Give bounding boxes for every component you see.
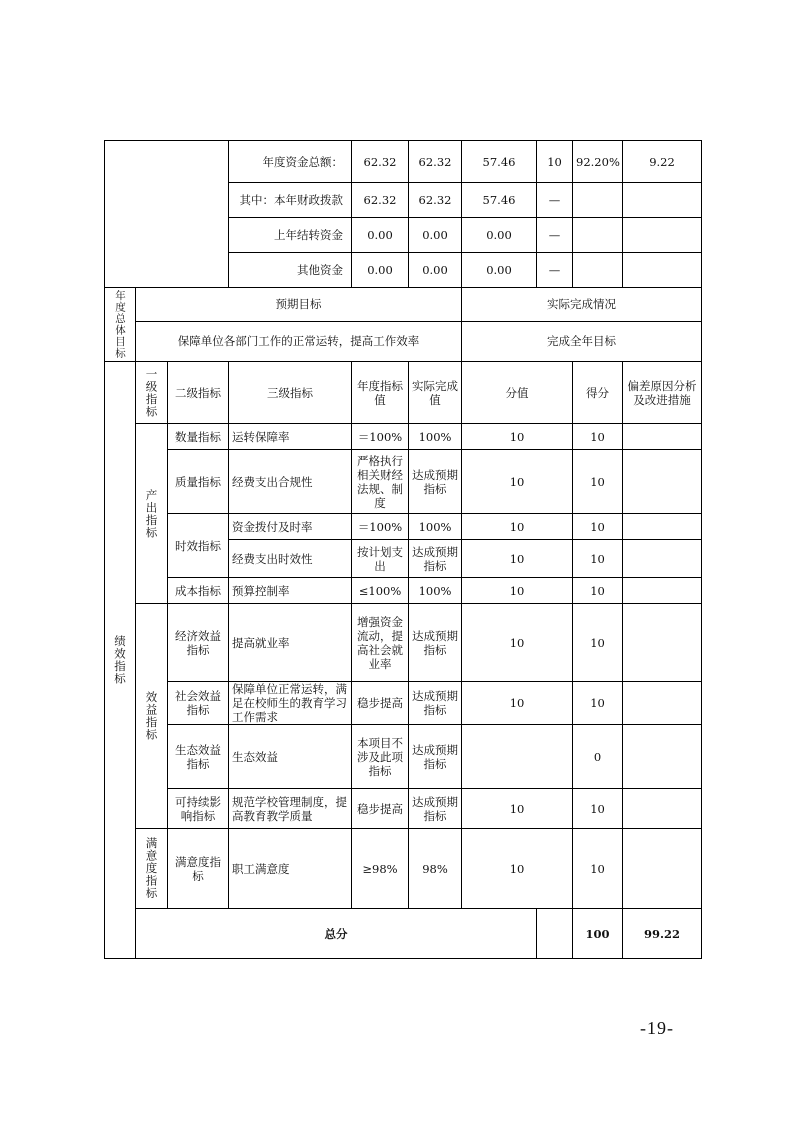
weight-header: 分值 — [462, 362, 573, 424]
indicators-side-label: 绩效指标 — [105, 362, 136, 959]
funds-value: 62.32 — [409, 183, 462, 218]
actual-header: 实际完成值 — [409, 362, 462, 424]
funds-value: 0.00 — [462, 218, 537, 253]
score-cell: 10 — [573, 578, 623, 604]
weight-cell: 10 — [462, 578, 573, 604]
score-header: 得分 — [573, 362, 623, 424]
deviation-header: 偏差原因分析及改进措施 — [623, 362, 702, 424]
level3-cell: 生态效益 — [229, 725, 352, 789]
funds-score — [623, 253, 702, 288]
deviation-cell — [623, 789, 702, 829]
funds-value: 62.32 — [409, 141, 462, 183]
funds-label: 上年结转资金 — [229, 218, 352, 253]
indicator-row — [105, 514, 702, 540]
level3-cell: 保障单位正常运转，满足在校师生的教育学习工作需求 — [229, 682, 352, 725]
funds-score: 9.22 — [623, 141, 702, 183]
funds-value: 0.00 — [409, 218, 462, 253]
total-score: 99.22 — [623, 909, 702, 959]
output-group-label: 产出指标 — [136, 424, 168, 604]
weight-cell: 10 — [462, 424, 573, 450]
deviation-cell — [623, 540, 702, 578]
benefit-group-label: 效益指标 — [136, 604, 168, 829]
funds-label: 其他资金 — [229, 253, 352, 288]
actual-cell: 达成预期指标 — [409, 789, 462, 829]
weight-cell: 10 — [462, 514, 573, 540]
deviation-cell — [623, 682, 702, 725]
weight-cell: 10 — [462, 789, 573, 829]
funds-value: 57.46 — [462, 141, 537, 183]
score-cell: 10 — [573, 789, 623, 829]
indicator-row — [105, 789, 702, 829]
level2-cell: 成本指标 — [168, 578, 229, 604]
target-cell: ≤100% — [352, 578, 409, 604]
funds-row — [105, 141, 702, 183]
actual-completion-text: 完成全年目标 — [462, 321, 702, 361]
weight-cell — [462, 725, 573, 789]
indicator-row — [105, 424, 702, 450]
level2-cell: 质量指标 — [168, 450, 229, 514]
funds-weight: — — [537, 253, 573, 288]
funds-rate — [573, 218, 623, 253]
actual-completion-header: 实际完成情况 — [462, 288, 702, 322]
score-cell: 10 — [573, 540, 623, 578]
total-actual-cell — [537, 909, 573, 959]
indicator-header-row — [105, 362, 702, 424]
total-weight: 100 — [573, 909, 623, 959]
performance-table-sheet — [104, 140, 701, 959]
score-cell: 10 — [573, 682, 623, 725]
level3-cell: 经费支出合规性 — [229, 450, 352, 514]
annual-goal-header-row — [105, 288, 702, 322]
deviation-cell — [623, 604, 702, 682]
indicator-row — [105, 604, 702, 682]
expected-goal-header: 预期目标 — [136, 288, 462, 322]
score-cell: 10 — [573, 424, 623, 450]
level3-cell: 提高就业率 — [229, 604, 352, 682]
page-number: -19- — [640, 1018, 674, 1038]
performance-evaluation-table — [104, 140, 702, 959]
actual-cell: 100% — [409, 578, 462, 604]
weight-cell: 10 — [462, 540, 573, 578]
deviation-cell — [623, 725, 702, 789]
funds-rate: 92.20% — [573, 141, 623, 183]
funds-weight: — — [537, 183, 573, 218]
level2-cell: 生态效益指标 — [168, 725, 229, 789]
funds-rate — [573, 253, 623, 288]
target-cell: 按计划支出 — [352, 540, 409, 578]
annual-goal-side-label: 年度总体目标 — [105, 288, 136, 362]
weight-cell: 10 — [462, 682, 573, 725]
indicator-row — [105, 450, 702, 514]
funds-score — [623, 183, 702, 218]
funds-value: 0.00 — [352, 253, 409, 288]
total-row — [105, 909, 702, 959]
level3-cell: 职工满意度 — [229, 829, 352, 909]
funds-score — [623, 218, 702, 253]
weight-cell: 10 — [462, 829, 573, 909]
level3-cell: 预算控制率 — [229, 578, 352, 604]
actual-cell: 98% — [409, 829, 462, 909]
deviation-cell — [623, 578, 702, 604]
deviation-cell — [623, 829, 702, 909]
level2-cell: 社会效益指标 — [168, 682, 229, 725]
funds-value: 0.00 — [462, 253, 537, 288]
actual-cell: 达成预期指标 — [409, 725, 462, 789]
weight-cell: 10 — [462, 604, 573, 682]
level3-header: 三级指标 — [229, 362, 352, 424]
total-label: 总分 — [136, 909, 537, 959]
actual-cell: 100% — [409, 424, 462, 450]
level3-cell: 规范学校管理制度，提高教育教学质量 — [229, 789, 352, 829]
level2-cell: 数量指标 — [168, 424, 229, 450]
level2-cell: 时效指标 — [168, 514, 229, 578]
funds-label: 年度资金总额： — [229, 141, 352, 183]
level2-cell: 满意度指标 — [168, 829, 229, 909]
indicator-row — [105, 829, 702, 909]
indicator-row — [105, 682, 702, 725]
level3-cell: 经费支出时效性 — [229, 540, 352, 578]
deviation-cell — [623, 450, 702, 514]
funds-rate — [573, 183, 623, 218]
level3-cell: 运转保障率 — [229, 424, 352, 450]
actual-cell: 达成预期指标 — [409, 540, 462, 578]
funds-value: 62.32 — [352, 183, 409, 218]
funds-blank-cell — [105, 141, 229, 288]
funds-value: 0.00 — [352, 218, 409, 253]
level3-cell: 资金拨付及时率 — [229, 514, 352, 540]
actual-cell: 达成预期指标 — [409, 604, 462, 682]
target-cell: 本项目不涉及此项指标 — [352, 725, 409, 789]
funds-weight: — — [537, 218, 573, 253]
target-cell: 严格执行相关财经法规、制度 — [352, 450, 409, 514]
actual-cell: 达成预期指标 — [409, 682, 462, 725]
actual-cell: 达成预期指标 — [409, 450, 462, 514]
funds-value: 0.00 — [409, 253, 462, 288]
level1-header: 一级指标 — [136, 362, 168, 424]
score-cell: 10 — [573, 604, 623, 682]
score-cell: 0 — [573, 725, 623, 789]
target-header: 年度指标值 — [352, 362, 409, 424]
deviation-cell — [623, 514, 702, 540]
target-cell: ≥98% — [352, 829, 409, 909]
weight-cell: 10 — [462, 450, 573, 514]
funds-label: 其中：本年财政拨款 — [229, 183, 352, 218]
target-cell: 稳步提高 — [352, 682, 409, 725]
annual-goal-row — [105, 321, 702, 361]
level2-cell: 经济效益指标 — [168, 604, 229, 682]
funds-value: 57.46 — [462, 183, 537, 218]
satisfaction-group-label: 满意度指标 — [136, 829, 168, 909]
funds-weight: 10 — [537, 141, 573, 183]
expected-goal-text: 保障单位各部门工作的正常运转，提高工作效率 — [136, 321, 462, 361]
score-cell: 10 — [573, 514, 623, 540]
level2-cell: 可持续影响指标 — [168, 789, 229, 829]
level2-header: 二级指标 — [168, 362, 229, 424]
actual-cell: 100% — [409, 514, 462, 540]
target-cell: 稳步提高 — [352, 789, 409, 829]
score-cell: 10 — [573, 829, 623, 909]
funds-value: 62.32 — [352, 141, 409, 183]
score-cell: 10 — [573, 450, 623, 514]
target-cell: ＝100% — [352, 514, 409, 540]
deviation-cell — [623, 424, 702, 450]
target-cell: ＝100% — [352, 424, 409, 450]
indicator-row — [105, 725, 702, 789]
target-cell: 增强资金流动，提高社会就业率 — [352, 604, 409, 682]
indicator-row — [105, 578, 702, 604]
